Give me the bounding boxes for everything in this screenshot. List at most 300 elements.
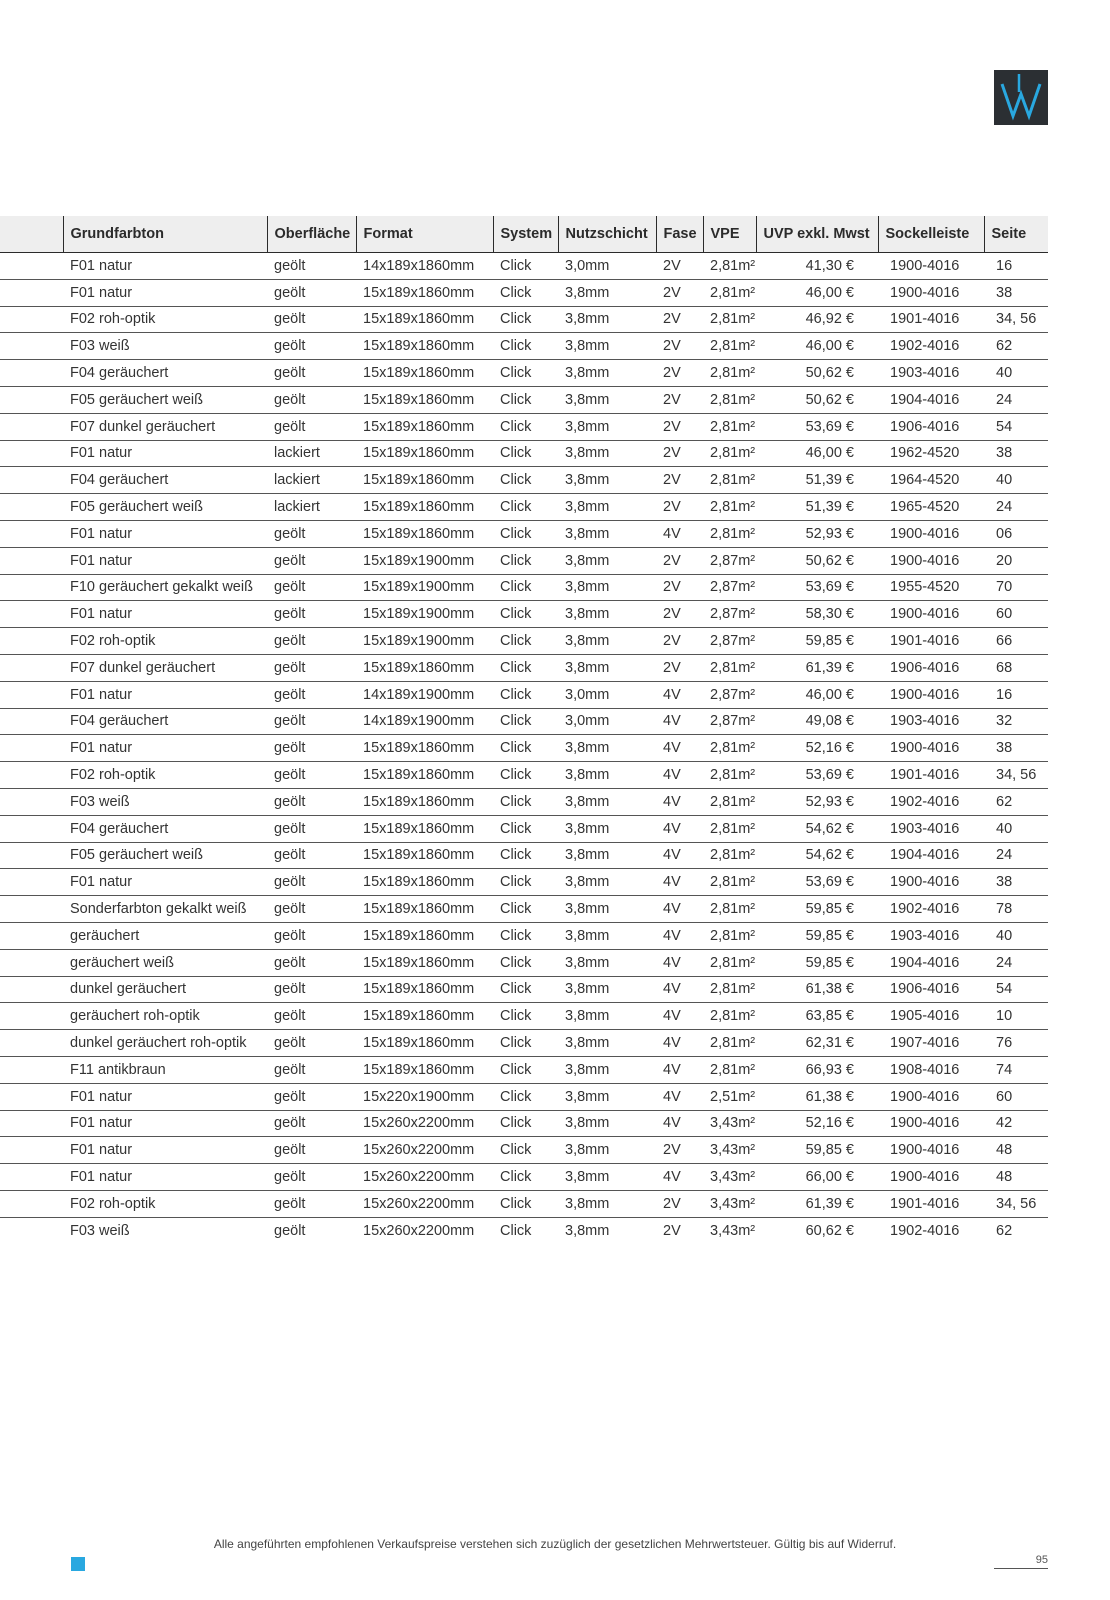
row-spacer — [0, 681, 63, 708]
cell-grundfarbton: F03 weiß — [70, 1222, 130, 1239]
cell-system: Click — [500, 1222, 532, 1239]
cell-grundfarbton: F05 geräuchert weiß — [63, 494, 267, 521]
cell-grundfarbton: geräuchert weiß — [63, 949, 267, 976]
cell-sockelleiste: 1900-4016 — [878, 279, 984, 306]
cell-vpe: 2,81m² — [703, 815, 756, 842]
cell-vpe: 2,81m² — [703, 762, 756, 789]
cell-vpe: 2,81m² — [703, 654, 756, 681]
cell-grundfarbton: geräuchert — [63, 922, 267, 949]
cell-vpe: 2,51m² — [703, 1083, 756, 1110]
cell-uvp: 52,93 € — [756, 520, 878, 547]
cell-format: 15x260x2200mm — [356, 1137, 493, 1164]
cell-fase: 4V — [656, 1083, 703, 1110]
cell-seite: 10 — [984, 1003, 1048, 1030]
cell-format: 15x260x2200mm — [363, 1222, 475, 1239]
table-row — [0, 386, 1048, 413]
cell-fase: 4V — [656, 1164, 703, 1191]
cell-fase: 4V — [656, 1030, 703, 1057]
cell-sockelleiste: 1900-4016 — [878, 735, 984, 762]
cell-grundfarbton: F05 geräuchert weiß — [63, 386, 267, 413]
cell-nutzschicht: 3,8mm — [558, 1056, 656, 1083]
cell-system: Click — [493, 815, 558, 842]
header-format: Format — [356, 216, 493, 253]
table-row — [0, 1110, 1048, 1137]
cell-seite: 48 — [984, 1164, 1048, 1191]
cell-system: Click — [493, 922, 558, 949]
header-nutzschicht: Nutzschicht — [558, 216, 656, 253]
cell-grundfarbton: F01 natur — [63, 440, 267, 467]
cell-nutzschicht: 3,8mm — [558, 869, 656, 896]
cell-nutzschicht: 3,8mm — [558, 494, 656, 521]
cell-system: Click — [493, 1110, 558, 1137]
cell-format: 15x189x1860mm — [356, 413, 493, 440]
cell-fase: 4V — [656, 1110, 703, 1137]
cell-fase: 4V — [656, 708, 703, 735]
cell-uvp: 46,00 € — [756, 333, 878, 360]
cell-uvp: 53,69 € — [756, 762, 878, 789]
cell-system: Click — [493, 1056, 558, 1083]
row-spacer — [0, 1083, 63, 1110]
cell-uvp: 59,85 € — [756, 628, 878, 655]
row-spacer — [0, 896, 63, 923]
header-oberflaeche: Oberfläche — [267, 216, 356, 253]
cell-uvp: 46,00 € — [756, 279, 878, 306]
table-row — [0, 949, 1048, 976]
cell-oberflaeche: geölt — [267, 333, 356, 360]
table-row — [0, 360, 1048, 387]
cell-fase: 2V — [656, 440, 703, 467]
cell-format: 15x189x1860mm — [356, 976, 493, 1003]
cell-grundfarbton: geräuchert roh-optik — [63, 1003, 267, 1030]
cell-format: 15x189x1860mm — [356, 1030, 493, 1057]
row-spacer — [0, 601, 63, 628]
cell-format: 15x189x1860mm — [356, 842, 493, 869]
cell-sockelleiste: 1901-4016 — [878, 762, 984, 789]
cell-vpe: 3,43m² — [703, 1164, 756, 1191]
table-row — [0, 788, 1048, 815]
cell-format: 15x260x2200mm — [356, 1110, 493, 1137]
cell-grundfarbton: F01 natur — [63, 1164, 267, 1191]
cell-grundfarbton: F03 weiß — [63, 788, 267, 815]
cell-sockelleiste: 1906-4016 — [878, 976, 984, 1003]
table-row — [0, 413, 1048, 440]
cell-oberflaeche: geölt — [267, 1083, 356, 1110]
cell-oberflaeche: geölt — [267, 949, 356, 976]
cell-system: Click — [493, 306, 558, 333]
cell-uvp: 54,62 € — [756, 842, 878, 869]
brand-logo — [994, 70, 1048, 125]
cell-vpe: 2,87m² — [703, 708, 756, 735]
cell-sockelleiste: 1904-4016 — [878, 842, 984, 869]
cell-grundfarbton: dunkel geräuchert roh-optik — [63, 1030, 267, 1057]
cell-oberflaeche: geölt — [267, 253, 356, 280]
table-row — [0, 735, 1048, 762]
cell-fase: 4V — [656, 815, 703, 842]
cell-fase: 2V — [656, 333, 703, 360]
price-table — [0, 216, 1048, 1243]
cell-vpe: 2,87m² — [703, 628, 756, 655]
cell-vpe: 2,81m² — [703, 440, 756, 467]
cell-sockelleiste: 1901-4016 — [878, 1190, 984, 1217]
cell-nutzschicht: 3,8mm — [558, 896, 656, 923]
cell-system: Click — [493, 574, 558, 601]
header-fase: Fase — [656, 216, 703, 253]
cell-seite: 62 — [984, 788, 1048, 815]
cell-nutzschicht: 3,8mm — [558, 654, 656, 681]
cell-system: Click — [493, 654, 558, 681]
table-header-row — [0, 216, 1048, 253]
cell-sockelleiste: 1964-4520 — [878, 467, 984, 494]
cell-uvp: 62,31 € — [756, 1030, 878, 1057]
cell-uvp: 61,38 € — [756, 976, 878, 1003]
cell-nutzschicht: 3,8mm — [558, 842, 656, 869]
cell-uvp: 46,92 € — [756, 306, 878, 333]
cell-format: 15x220x1900mm — [356, 1083, 493, 1110]
row-spacer — [0, 333, 63, 360]
cell-uvp: 61,39 € — [756, 1190, 878, 1217]
cell-sockelleiste: 1900-4016 — [878, 1137, 984, 1164]
cell-format: 15x189x1860mm — [356, 1056, 493, 1083]
cell-system: Click — [493, 842, 558, 869]
cell-system: Click — [493, 762, 558, 789]
cell-fase: 4V — [656, 896, 703, 923]
cell-vpe: 2,81m² — [703, 788, 756, 815]
cell-seite: 24 — [984, 842, 1048, 869]
color-marker — [71, 1557, 85, 1571]
cell-fase: 4V — [656, 788, 703, 815]
cell-uvp: 59,85 € — [756, 896, 878, 923]
cell-sockelleiste: 1900-4016 — [878, 1164, 984, 1191]
cell-sockelleiste: 1908-4016 — [878, 1056, 984, 1083]
table-row — [0, 708, 1048, 735]
cell-system: Click — [493, 360, 558, 387]
cell-oberflaeche: geölt — [267, 842, 356, 869]
page-number: 95 — [994, 1554, 1048, 1569]
cell-system: Click — [493, 467, 558, 494]
cell-fase: 4V — [656, 869, 703, 896]
cell-oberflaeche: geölt — [274, 1222, 306, 1239]
cell-nutzschicht: 3,8mm — [558, 1137, 656, 1164]
cell-grundfarbton: F01 natur — [63, 1083, 267, 1110]
cell-seite: 76 — [984, 1030, 1048, 1057]
cell-oberflaeche: lackiert — [267, 494, 356, 521]
cell-oberflaeche: geölt — [267, 386, 356, 413]
cell-vpe: 2,81m² — [703, 1003, 756, 1030]
cell-sockelleiste: 1900-4016 — [878, 601, 984, 628]
row-spacer — [0, 360, 63, 387]
row-spacer — [0, 253, 63, 280]
cell-fase: 2V — [656, 654, 703, 681]
table-row — [0, 520, 1048, 547]
cell-format: 15x189x1860mm — [356, 494, 493, 521]
cell-oberflaeche: geölt — [267, 735, 356, 762]
cell-grundfarbton: F01 natur — [63, 1110, 267, 1137]
header-sockelleiste: Sockelleiste — [878, 216, 984, 253]
cell-format: 15x189x1900mm — [356, 628, 493, 655]
cell-vpe: 2,81m² — [703, 360, 756, 387]
cell-uvp: 60,62 € — [805, 1222, 854, 1239]
row-spacer — [0, 735, 63, 762]
cell-nutzschicht: 3,0mm — [558, 253, 656, 280]
header-system: System — [493, 216, 558, 253]
row-spacer — [0, 1164, 63, 1191]
table-row — [0, 601, 1048, 628]
cell-system: Click — [493, 386, 558, 413]
cell-seite: 40 — [984, 922, 1048, 949]
cell-grundfarbton: F07 dunkel geräuchert — [63, 413, 267, 440]
cell-uvp: 51,39 € — [756, 467, 878, 494]
cell-grundfarbton: F02 roh-optik — [63, 762, 267, 789]
cell-uvp: 52,16 € — [756, 1110, 878, 1137]
cell-nutzschicht: 3,8mm — [558, 413, 656, 440]
cell-fase: 2V — [656, 360, 703, 387]
cell-nutzschicht: 3,8mm — [565, 1222, 610, 1239]
cell-fase: 2V — [656, 547, 703, 574]
row-spacer — [0, 815, 63, 842]
cell-seite: 38 — [984, 735, 1048, 762]
cell-fase: 2V — [656, 386, 703, 413]
cell-format: 15x189x1860mm — [356, 386, 493, 413]
cell-grundfarbton: F07 dunkel geräuchert — [63, 654, 267, 681]
cell-format: 14x189x1900mm — [356, 708, 493, 735]
cell-sockelleiste: 1903-4016 — [878, 708, 984, 735]
cell-sockelleiste: 1900-4016 — [878, 253, 984, 280]
cell-nutzschicht: 3,8mm — [558, 386, 656, 413]
cell-fase: 4V — [656, 762, 703, 789]
cell-uvp: 59,85 € — [756, 922, 878, 949]
cell-sockelleiste: 1904-4016 — [878, 949, 984, 976]
cell-system: Click — [493, 279, 558, 306]
cell-vpe: 2,81m² — [703, 386, 756, 413]
cell-system: Click — [493, 520, 558, 547]
cell-oberflaeche: geölt — [267, 869, 356, 896]
cell-sockelleiste: 1903-4016 — [878, 815, 984, 842]
cell-oberflaeche: geölt — [267, 1003, 356, 1030]
cell-seite: 60 — [984, 601, 1048, 628]
cell-seite: 34, 56 — [984, 306, 1048, 333]
table-row — [0, 762, 1048, 789]
cell-format: 15x189x1860mm — [356, 735, 493, 762]
row-spacer — [0, 1056, 63, 1083]
cell-sockelleiste: 1902-4016 — [890, 1222, 960, 1239]
cell-nutzschicht: 3,8mm — [558, 440, 656, 467]
row-spacer — [0, 1030, 63, 1057]
cell-seite: 42 — [984, 1110, 1048, 1137]
cell-format: 15x189x1860mm — [356, 869, 493, 896]
row-spacer — [0, 547, 63, 574]
row-spacer — [0, 788, 63, 815]
row-spacer — [0, 1003, 63, 1030]
cell-oberflaeche: geölt — [267, 815, 356, 842]
cell-fase: 2V — [656, 306, 703, 333]
cell-sockelleiste: 1900-4016 — [878, 1083, 984, 1110]
row-spacer — [0, 494, 63, 521]
cell-sockelleiste: 1907-4016 — [878, 1030, 984, 1057]
cell-seite: 40 — [984, 815, 1048, 842]
cell-vpe: 2,81m² — [703, 735, 756, 762]
cell-sockelleiste: 1904-4016 — [878, 386, 984, 413]
cell-format: 15x260x2200mm — [356, 1164, 493, 1191]
cell-system: Click — [493, 735, 558, 762]
cell-oberflaeche: geölt — [267, 628, 356, 655]
cell-seite: 40 — [984, 360, 1048, 387]
cell-uvp: 52,16 € — [756, 735, 878, 762]
cell-nutzschicht: 3,8mm — [558, 788, 656, 815]
table-row — [0, 467, 1048, 494]
header-uvp: UVP exkl. Mwst — [756, 216, 878, 253]
cell-oberflaeche: geölt — [267, 1164, 356, 1191]
cell-seite: 38 — [984, 279, 1048, 306]
cell-vpe: 2,87m² — [703, 547, 756, 574]
cell-seite: 62 — [984, 333, 1048, 360]
cell-nutzschicht: 3,8mm — [558, 1190, 656, 1217]
cell-fase: 2V — [656, 253, 703, 280]
table-row — [0, 279, 1048, 306]
table-row — [0, 494, 1048, 521]
cell-grundfarbton: F04 geräuchert — [63, 360, 267, 387]
cell-seite: 06 — [984, 520, 1048, 547]
cell-format: 15x189x1900mm — [356, 547, 493, 574]
cell-system: Click — [493, 601, 558, 628]
cell-uvp: 53,69 € — [756, 413, 878, 440]
cell-uvp: 50,62 € — [756, 386, 878, 413]
cell-nutzschicht: 3,8mm — [558, 306, 656, 333]
cell-system: Click — [493, 494, 558, 521]
cell-vpe: 2,81m² — [703, 306, 756, 333]
cell-seite: 40 — [984, 467, 1048, 494]
cell-vpe: 2,81m² — [703, 922, 756, 949]
cell-fase: 2V — [656, 1190, 703, 1217]
table-row — [0, 1003, 1048, 1030]
cell-seite: 38 — [984, 440, 1048, 467]
cell-sockelleiste: 1902-4016 — [878, 333, 984, 360]
cell-grundfarbton: F10 geräuchert gekalkt weiß — [63, 574, 267, 601]
cell-fase: 4V — [656, 1056, 703, 1083]
header-seite: Seite — [984, 216, 1048, 253]
cell-uvp: 66,00 € — [756, 1164, 878, 1191]
cell-fase: 2V — [656, 467, 703, 494]
cell-nutzschicht: 3,8mm — [558, 949, 656, 976]
cell-format: 15x189x1860mm — [356, 896, 493, 923]
cell-seite: 74 — [984, 1056, 1048, 1083]
cell-seite: 34, 56 — [984, 762, 1048, 789]
cell-nutzschicht: 3,8mm — [558, 547, 656, 574]
cell-nutzschicht: 3,0mm — [558, 681, 656, 708]
cell-uvp: 59,85 € — [756, 1137, 878, 1164]
cell-sockelleiste: 1965-4520 — [878, 494, 984, 521]
cell-seite: 78 — [984, 896, 1048, 923]
cell-nutzschicht: 3,8mm — [558, 520, 656, 547]
row-spacer — [0, 386, 63, 413]
cell-grundfarbton: F11 antikbraun — [63, 1056, 267, 1083]
cell-grundfarbton: F02 roh-optik — [63, 306, 267, 333]
cell-oberflaeche: geölt — [267, 681, 356, 708]
cell-seite: 68 — [984, 654, 1048, 681]
table-row — [0, 547, 1048, 574]
cell-nutzschicht: 3,8mm — [558, 467, 656, 494]
cell-sockelleiste: 1901-4016 — [878, 306, 984, 333]
cell-seite: 32 — [984, 708, 1048, 735]
cell-uvp: 59,85 € — [756, 949, 878, 976]
cell-uvp: 41,30 € — [756, 253, 878, 280]
cell-system: Click — [493, 976, 558, 1003]
cell-oberflaeche: geölt — [267, 279, 356, 306]
cell-grundfarbton: F02 roh-optik — [63, 628, 267, 655]
cell-fase: 2V — [656, 628, 703, 655]
row-spacer — [0, 440, 63, 467]
cell-vpe: 2,81m² — [703, 976, 756, 1003]
cell-format: 15x189x1860mm — [356, 762, 493, 789]
cell-uvp: 46,00 € — [756, 440, 878, 467]
cell-oberflaeche: geölt — [267, 601, 356, 628]
cell-fase: 2V — [656, 279, 703, 306]
cell-vpe: 3,43m² — [703, 1190, 756, 1217]
cell-seite: 24 — [984, 494, 1048, 521]
cell-grundfarbton: F01 natur — [63, 869, 267, 896]
table-row — [0, 1083, 1048, 1110]
cell-oberflaeche: geölt — [267, 922, 356, 949]
cell-format: 14x189x1860mm — [356, 253, 493, 280]
cell-oberflaeche: geölt — [267, 788, 356, 815]
cell-system: Click — [493, 1083, 558, 1110]
row-spacer — [0, 1190, 63, 1217]
cell-uvp: 51,39 € — [756, 494, 878, 521]
row-spacer — [0, 628, 63, 655]
cell-seite: 48 — [984, 1137, 1048, 1164]
header-spacer — [0, 216, 63, 253]
cell-vpe: 2,81m² — [703, 896, 756, 923]
cell-seite: 38 — [984, 869, 1048, 896]
cell-grundfarbton: F01 natur — [63, 681, 267, 708]
cell-oberflaeche: lackiert — [267, 440, 356, 467]
cell-system: Click — [493, 1137, 558, 1164]
cell-grundfarbton: F05 geräuchert weiß — [63, 842, 267, 869]
row-spacer — [0, 413, 63, 440]
table-row — [0, 253, 1048, 280]
table-body — [0, 253, 1048, 1244]
cell-seite: 70 — [984, 574, 1048, 601]
cell-vpe: 2,87m² — [703, 574, 756, 601]
header-vpe: VPE — [703, 216, 756, 253]
row-spacer — [0, 949, 63, 976]
cell-vpe: 2,81m² — [703, 333, 756, 360]
cell-format: 15x189x1860mm — [356, 467, 493, 494]
cell-grundfarbton: Sonderfarbton gekalkt weiß — [63, 896, 267, 923]
cell-fase: 4V — [656, 681, 703, 708]
table-row — [0, 922, 1048, 949]
cell-format: 15x260x2200mm — [356, 1190, 493, 1217]
cell-uvp: 53,69 € — [756, 574, 878, 601]
cell-uvp: 52,93 € — [756, 788, 878, 815]
cell-vpe: 2,81m² — [703, 949, 756, 976]
cell-oberflaeche: geölt — [267, 520, 356, 547]
cell-format: 15x189x1860mm — [356, 306, 493, 333]
cell-sockelleiste: 1905-4016 — [878, 1003, 984, 1030]
cell-vpe: 2,81m² — [703, 494, 756, 521]
cell-format: 15x189x1860mm — [356, 360, 493, 387]
row-spacer — [0, 520, 63, 547]
header-grundfarbton: Grundfarbton — [63, 216, 267, 253]
table-row — [0, 1137, 1048, 1164]
cell-nutzschicht: 3,8mm — [558, 815, 656, 842]
cell-format: 15x189x1900mm — [356, 601, 493, 628]
cell-nutzschicht: 3,8mm — [558, 1003, 656, 1030]
cell-nutzschicht: 3,8mm — [558, 1083, 656, 1110]
cell-format: 15x189x1860mm — [356, 1003, 493, 1030]
cell-seite: 62 — [996, 1222, 1013, 1239]
row-spacer — [0, 574, 63, 601]
cell-system: Click — [493, 1164, 558, 1191]
